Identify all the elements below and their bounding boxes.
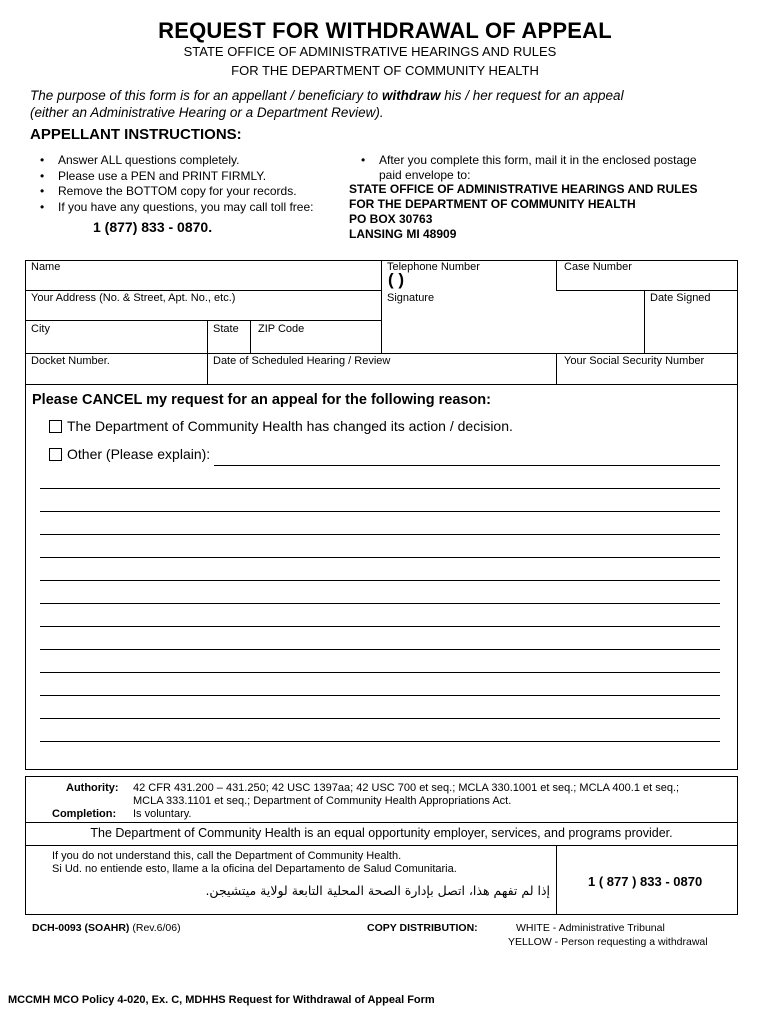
state-field[interactable]: State: [213, 323, 239, 335]
docket-number-field[interactable]: Docket Number.: [31, 355, 110, 367]
mail-instructions: [355, 153, 735, 169]
city-field[interactable]: City: [31, 323, 50, 335]
explain-line[interactable]: [40, 649, 720, 650]
cancel-reason-section: [25, 384, 738, 770]
signature-field[interactable]: Signature: [387, 292, 435, 304]
help-spanish: Si Ud. no entiende esto, llame a la oficina del Departamento de Salud Comunitaria.: [52, 863, 457, 875]
form-subtitle-department: FOR THE DEPARTMENT OF COMMUNITY HEALTH: [231, 63, 539, 78]
zip-field[interactable]: ZIP Code: [258, 323, 305, 335]
explain-line[interactable]: [40, 718, 720, 719]
address-line: STATE OFFICE OF ADMINISTRATIVE HEARINGS AND RULES: [349, 182, 698, 196]
copy-distribution-label: COPY DISTRIBUTION:: [367, 922, 478, 934]
instruction-item: • Answer ALL questions completely.: [34, 153, 344, 169]
section-divider: [556, 845, 557, 915]
grid-line: [556, 353, 557, 385]
help-phone: 1 ( 877 ) 833 - 0870: [588, 874, 703, 889]
other-reason-checkbox[interactable]: [49, 448, 62, 461]
address-line: LANSING MI 48909: [349, 227, 457, 241]
section-divider: [25, 845, 738, 846]
toll-free-phone: 1 (877) 833 - 0870.: [93, 219, 213, 235]
ssn-field[interactable]: Your Social Security Number: [564, 355, 705, 367]
equal-opportunity-statement: The Department of Community Health is an equal opportunity employer, services, and programs provider.: [90, 826, 673, 840]
hearing-date-field[interactable]: Date of Scheduled Hearing / Review: [213, 355, 391, 367]
help-english: If you do not understand this, call the Department of Community Health.: [52, 850, 402, 862]
changed-action-checkbox[interactable]: [49, 420, 62, 433]
explain-line[interactable]: [40, 557, 720, 558]
copy-white: WHITE - Administrative Tribunal: [516, 922, 665, 934]
mailing-address: [349, 182, 697, 242]
authority-text-line2: MCLA 333.1101 et seq.; Department of Community Health Appropriations Act.: [133, 795, 512, 807]
instruction-item: • Remove the BOTTOM copy for your records.: [34, 184, 344, 200]
explain-line[interactable]: [40, 626, 720, 627]
name-field[interactable]: Name: [31, 261, 61, 273]
instructions-list: [34, 153, 344, 215]
cancel-heading: Please CANCEL my request for an appeal for the following reason:: [32, 392, 491, 408]
explain-line[interactable]: [214, 465, 720, 466]
grid-line: [381, 260, 382, 353]
address-line: FOR THE DEPARTMENT OF COMMUNITY HEALTH: [349, 197, 636, 211]
purpose-text-line2: (either an Administrative Hearing or a Department Review).: [30, 105, 384, 120]
grid-line: [25, 353, 738, 354]
mail-instruction-cont: paid envelope to:: [379, 168, 471, 182]
form-revision: (Rev.6/06): [132, 922, 181, 934]
explain-line[interactable]: [40, 488, 720, 489]
authority-text-line1: 42 CFR 431.200 – 431.250; 42 USC 1397aa; 42 USC 700 et seq.; MCLA 330.1001 et seq.; MCLA 400.1 et seq.;: [133, 782, 680, 794]
form-title: REQUEST FOR WITHDRAWAL OF APPEAL: [158, 18, 612, 43]
instruction-item: • Please use a PEN and PRINT FIRMLY.: [34, 169, 344, 185]
telephone-field[interactable]: Telephone Number: [387, 261, 480, 273]
grid-line: [556, 290, 738, 291]
address-field[interactable]: Your Address (No. & Street, Apt. No., etc.): [31, 292, 236, 304]
purpose-text-after: his / her request for an appeal: [440, 88, 624, 103]
completion-label: Completion:: [52, 808, 117, 820]
policy-footer: MCCMH MCO Policy 4-020, Ex. C, MDHHS Request for Withdrawal of Appeal Form: [8, 994, 435, 1006]
grid-line: [25, 320, 381, 321]
explain-line[interactable]: [40, 603, 720, 604]
grid-line: [207, 320, 208, 385]
address-line: PO BOX 30763: [349, 212, 433, 226]
date-signed-field[interactable]: Date Signed: [650, 292, 711, 304]
grid-line: [250, 320, 251, 353]
telephone-area-code-parens: ( ): [388, 270, 405, 289]
section-divider: [25, 822, 738, 823]
form-id-code: DCH-0093 (SOAHR): [32, 922, 130, 934]
grid-line: [25, 290, 381, 291]
explain-line[interactable]: [40, 580, 720, 581]
case-number-field[interactable]: Case Number: [564, 261, 632, 273]
grid-line: [644, 290, 645, 353]
explain-line[interactable]: [40, 741, 720, 742]
authority-label: Authority:: [66, 782, 119, 794]
instructions-heading: APPELLANT INSTRUCTIONS:: [30, 126, 242, 143]
explain-line[interactable]: [40, 511, 720, 512]
completion-value: Is voluntary.: [133, 808, 192, 820]
help-arabic: إذا لم تفهم هذا، اتصل بإدارة الصحة المحلية التابعة لولاية ميتشيجن.: [205, 883, 550, 898]
instruction-item: • If you have any questions, you may call toll free:: [34, 200, 344, 216]
purpose-statement: [30, 87, 750, 121]
other-reason-label: Other (Please explain):: [67, 446, 211, 462]
explain-line[interactable]: [40, 672, 720, 673]
mail-instruction-item: • After you complete this form, mail it in the enclosed postage: [355, 153, 735, 169]
grid-line: [556, 260, 557, 291]
purpose-text-before: The purpose of this form is for an appellant / beneficiary to: [30, 88, 382, 103]
purpose-emphasis: withdraw: [381, 88, 441, 103]
explain-line[interactable]: [40, 695, 720, 696]
changed-action-label: The Department of Community Health has changed its action / decision.: [67, 418, 513, 434]
copy-yellow: YELLOW - Person requesting a withdrawal: [508, 936, 708, 948]
explain-line[interactable]: [40, 534, 720, 535]
form-id: [32, 922, 181, 934]
form-subtitle-agency: STATE OFFICE OF ADMINISTRATIVE HEARINGS AND RULES: [183, 44, 557, 59]
